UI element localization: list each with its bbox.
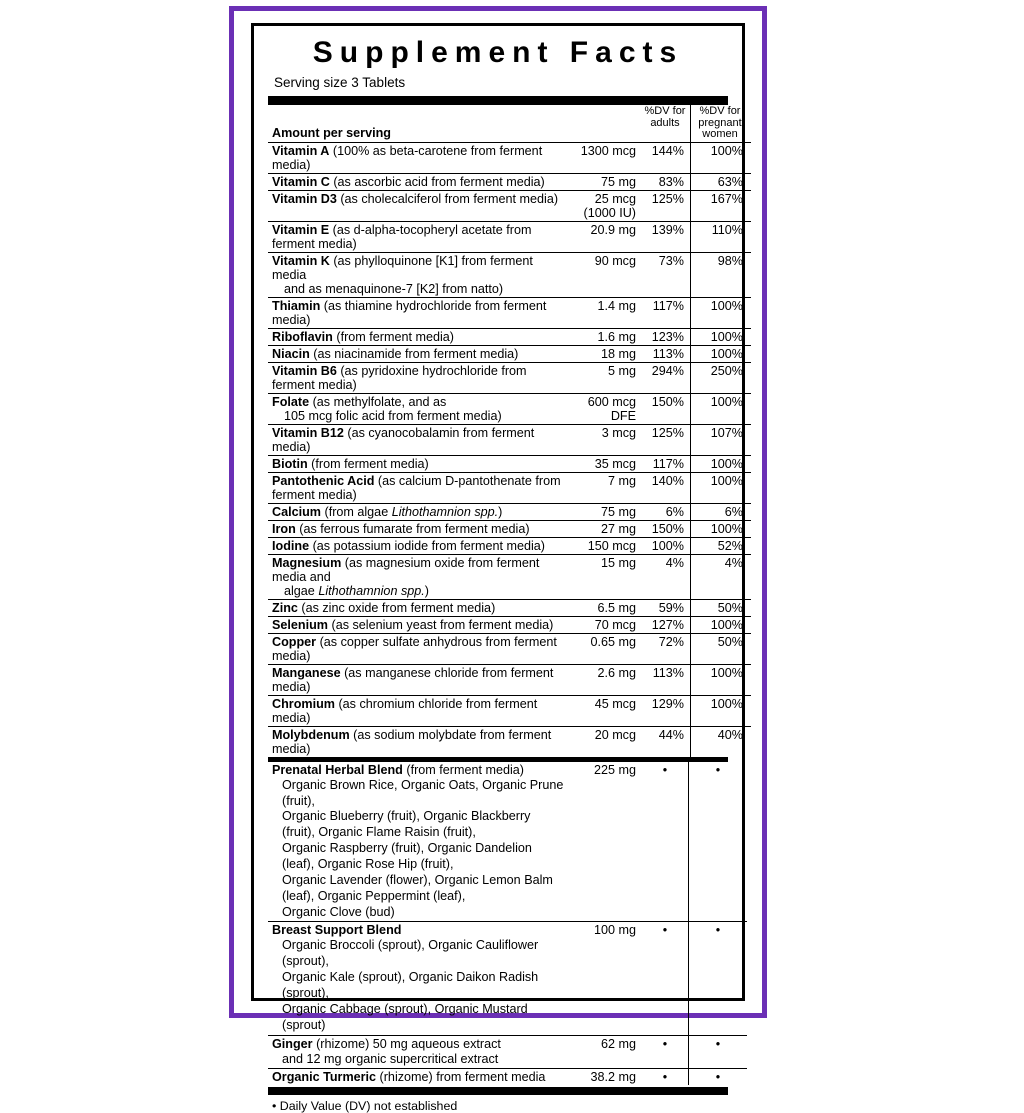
table-row: [268, 616, 751, 633]
blend-row: [268, 1035, 747, 1069]
nutrient-name: Vitamin E (as d-alpha-tocopheryl acetate from ferment media): [268, 221, 564, 252]
blend-dv-pregnant: •: [689, 1069, 748, 1086]
table-row: [268, 726, 751, 757]
nutrient-amount: 27 mg: [564, 520, 642, 537]
nutrient-name: Copper (as copper sulfate anhydrous from ferment media): [268, 633, 564, 664]
nutrient-dv-adults: 127%: [642, 616, 691, 633]
blend-amount: 38.2 mg: [564, 1069, 642, 1086]
table-row: [268, 297, 751, 328]
header-dv-adults-line2: adults: [650, 116, 680, 129]
blend-name: Breast Support Blend Organic Broccoli (sprout), Organic Cauliflower (sprout), Organic Kale (sprout), Organic Daikon Radish (sprout), Organic Cabbage (sprout), Organic Mustard (sprout): [268, 922, 564, 1035]
nutrient-dv-pregnant: 50%: [691, 633, 752, 664]
nutrient-name: Iodine (as potassium iodide from ferment media): [268, 537, 564, 554]
nutrient-name: Manganese (as manganese chloride from ferment media): [268, 664, 564, 695]
header-dv-pregnant-line2: pregnant: [698, 116, 742, 129]
nutrient-dv-pregnant: 100%: [691, 664, 752, 695]
nutrient-amount: 7 mg: [564, 472, 642, 503]
table-header-row: [268, 105, 751, 142]
table-row: [268, 328, 751, 345]
blend-dv-adults: •: [642, 1069, 689, 1086]
divider-bottom-thick: [268, 1087, 728, 1095]
nutrient-name: Biotin (from ferment media): [268, 455, 564, 472]
table-row: [268, 252, 751, 297]
blend-rows: [268, 762, 747, 1086]
nutrient-dv-adults: 44%: [642, 726, 691, 757]
nutrient-name: Thiamin (as thiamine hydrochloride from ferment media): [268, 297, 564, 328]
nutrient-dv-pregnant: 6%: [691, 503, 752, 520]
nutrient-dv-pregnant: 100%: [691, 393, 752, 424]
nutrient-dv-pregnant: 63%: [691, 173, 752, 190]
blend-table: [268, 762, 747, 1086]
nutrient-dv-adults: 144%: [642, 142, 691, 173]
nutrient-dv-adults: 129%: [642, 695, 691, 726]
nutrient-name: Vitamin K (as phylloquinone [K1] from ferment media and as menaquinone-7 [K2] from natto): [268, 252, 564, 297]
nutrient-dv-pregnant: 40%: [691, 726, 752, 757]
header-amount-per-serving: Amount per serving: [272, 126, 391, 141]
nutrient-amount: 18 mg: [564, 345, 642, 362]
nutrient-dv-pregnant: 100%: [691, 345, 752, 362]
table-row: [268, 633, 751, 664]
nutrient-dv-pregnant: 100%: [691, 616, 752, 633]
nutrient-amount: 5 mg: [564, 362, 642, 393]
table-row: [268, 664, 751, 695]
nutrient-dv-pregnant: 250%: [691, 362, 752, 393]
table-row: [268, 520, 751, 537]
nutrient-dv-adults: 117%: [642, 455, 691, 472]
nutrient-dv-adults: 139%: [642, 221, 691, 252]
nutrient-rows: [268, 142, 751, 757]
nutrient-dv-pregnant: 100%: [691, 472, 752, 503]
nutrient-dv-pregnant: 50%: [691, 599, 752, 616]
nutrient-amount: 1300 mcg: [564, 142, 642, 173]
nutrient-dv-pregnant: 100%: [691, 328, 752, 345]
header-dv-pregnant-line3: women: [702, 128, 738, 141]
blend-dv-pregnant: •: [689, 762, 748, 922]
table-row: [268, 424, 751, 455]
nutrient-amount: 35 mcg: [564, 455, 642, 472]
footnote: • Daily Value (DV) not established: [272, 1099, 458, 1113]
nutrient-amount: 25 mcg (1000 IU): [564, 190, 642, 221]
serving-size: Serving size 3 Tablets: [274, 75, 406, 90]
nutrient-amount: 15 mg: [564, 554, 642, 599]
nutrient-dv-pregnant: 100%: [691, 455, 752, 472]
nutrient-dv-pregnant: 4%: [691, 554, 752, 599]
nutrient-name: Chromium (as chromium chloride from ferment media): [268, 695, 564, 726]
table-row: [268, 599, 751, 616]
table-row: [268, 503, 751, 520]
nutrient-name: Vitamin D3 (as cholecalciferol from ferment media): [268, 190, 564, 221]
table-row: [268, 472, 751, 503]
nutrient-amount: 2.6 mg: [564, 664, 642, 695]
table-row: [268, 695, 751, 726]
blend-row: [268, 922, 747, 1035]
nutrient-amount: 75 mg: [564, 503, 642, 520]
nutrient-amount: 70 mcg: [564, 616, 642, 633]
nutrient-amount: 45 mcg: [564, 695, 642, 726]
nutrition-table: [268, 105, 751, 757]
blend-amount: 100 mg: [564, 922, 642, 1035]
nutrient-amount: 75 mg: [564, 173, 642, 190]
table-row: [268, 190, 751, 221]
table-row: [268, 537, 751, 554]
nutrient-name: Molybdenum (as sodium molybdate from ferment media): [268, 726, 564, 757]
header-dv-adults: [642, 105, 691, 142]
nutrient-amount: 6.5 mg: [564, 599, 642, 616]
blend-dv-pregnant: •: [689, 1035, 748, 1069]
nutrient-dv-adults: 113%: [642, 345, 691, 362]
nutrient-dv-adults: 125%: [642, 190, 691, 221]
blend-name: Prenatal Herbal Blend (from ferment media) Organic Brown Rice, Organic Oats, Organic Prune (fruit), Organic Blueberry (fruit), Organic Blackberry (fruit), Organic Flame Raisin (fruit), Organic Raspberry (fruit), Organic Dandelion (leaf), Organic Rose Hip (fruit), Organic Lavender (flower), Organic Lemon Balm (leaf), Organic Peppermint (leaf), Organic Clove (bud): [272, 762, 564, 919]
nutrient-dv-pregnant: 100%: [691, 297, 752, 328]
nutrient-dv-adults: 59%: [642, 599, 691, 616]
nutrient-dv-adults: 150%: [642, 520, 691, 537]
label-panel: [251, 23, 745, 1113]
nutrient-dv-pregnant: 100%: [691, 142, 752, 173]
page-title: Supplement Facts: [312, 36, 684, 69]
nutrient-dv-adults: 125%: [642, 424, 691, 455]
nutrient-dv-pregnant: 110%: [691, 221, 752, 252]
nutrient-amount: 150 mcg: [564, 537, 642, 554]
nutrient-dv-adults: 6%: [642, 503, 691, 520]
nutrient-dv-adults: 83%: [642, 173, 691, 190]
nutrient-dv-pregnant: 100%: [691, 520, 752, 537]
table-row: [268, 142, 751, 173]
nutrient-amount: 3 mcg: [564, 424, 642, 455]
nutrient-dv-adults: 294%: [642, 362, 691, 393]
blend-row: [268, 1069, 747, 1086]
blend-dv-adults: •: [662, 762, 668, 777]
nutrient-name: Niacin (as niacinamide from ferment media): [268, 345, 564, 362]
table-row: [268, 393, 751, 424]
table-row: [268, 221, 751, 252]
nutrient-name: Vitamin B6 (as pyridoxine hydrochloride from ferment media): [268, 362, 564, 393]
nutrient-dv-adults: 117%: [642, 297, 691, 328]
nutrient-amount: 600 mcg DFE: [564, 393, 642, 424]
nutrient-name: Vitamin B12 (as cyanocobalamin from ferment media): [268, 424, 564, 455]
blend-amount: 62 mg: [564, 1035, 642, 1069]
table-row: [268, 362, 751, 393]
nutrient-dv-adults: 113%: [642, 664, 691, 695]
nutrient-dv-adults: 72%: [642, 633, 691, 664]
divider-top-thick: [268, 96, 728, 105]
nutrient-name: Vitamin C (as ascorbic acid from ferment media): [268, 173, 564, 190]
nutrient-dv-adults: 123%: [642, 328, 691, 345]
nutrient-name: Riboflavin (from ferment media): [268, 328, 564, 345]
blend-row: [268, 762, 747, 922]
nutrient-amount: 90 mcg: [564, 252, 642, 297]
nutrient-name: Calcium (from algae Lithothamnion spp.): [268, 503, 564, 520]
blend-dv-pregnant: •: [689, 922, 748, 1035]
nutrient-dv-pregnant: 52%: [691, 537, 752, 554]
table-row: [268, 345, 751, 362]
nutrient-name: Iron (as ferrous fumarate from ferment media): [268, 520, 564, 537]
nutrient-amount: 1.6 mg: [564, 328, 642, 345]
header-amount-spacer: [564, 105, 642, 142]
nutrient-dv-adults: 100%: [642, 537, 691, 554]
nutrient-dv-pregnant: 167%: [691, 190, 752, 221]
nutrient-dv-adults: 140%: [642, 472, 691, 503]
blend-amount: 225 mg: [593, 762, 636, 777]
table-row: [268, 455, 751, 472]
nutrient-name: Pantothenic Acid (as calcium D-pantothenate from ferment media): [268, 472, 564, 503]
nutrient-name: Magnesium (as magnesium oxide from ferment media and algae Lithothamnion spp.): [268, 554, 564, 599]
label-border-purple: [229, 6, 767, 1113]
nutrient-amount: 0.65 mg: [564, 633, 642, 664]
nutrient-dv-adults: 150%: [642, 393, 691, 424]
nutrient-name: Selenium (as selenium yeast from ferment media): [268, 616, 564, 633]
nutrient-dv-pregnant: 100%: [691, 695, 752, 726]
nutrient-name: Folate (as methylfolate, and as 105 mcg folic acid from ferment media): [268, 393, 564, 424]
nutrient-dv-adults: 73%: [642, 252, 691, 297]
nutrient-dv-pregnant: 107%: [691, 424, 752, 455]
table-row: [268, 173, 751, 190]
nutrient-amount: 20.9 mg: [564, 221, 642, 252]
header-dv-pregnant: [691, 105, 752, 142]
table-row: [268, 554, 751, 599]
nutrient-name: Zinc (as zinc oxide from ferment media): [268, 599, 564, 616]
nutrient-dv-adults: 4%: [642, 554, 691, 599]
header-dv-pregnant-line1: %DV for: [699, 105, 741, 117]
nutrient-dv-pregnant: 98%: [691, 252, 752, 297]
blend-name: Organic Turmeric (rhizome) from ferment media: [268, 1069, 564, 1086]
blend-dv-adults: •: [642, 922, 689, 1035]
nutrient-amount: 1.4 mg: [564, 297, 642, 328]
nutrient-name: Vitamin A (100% as beta-carotene from ferment media): [268, 142, 564, 173]
header-dv-adults-line1: %DV for: [644, 105, 686, 117]
nutrient-amount: 20 mcg: [564, 726, 642, 757]
blend-name: Ginger (rhizome) 50 mg aqueous extract and 12 mg organic supercritical extract: [268, 1035, 564, 1069]
blend-dv-adults: •: [642, 1035, 689, 1069]
